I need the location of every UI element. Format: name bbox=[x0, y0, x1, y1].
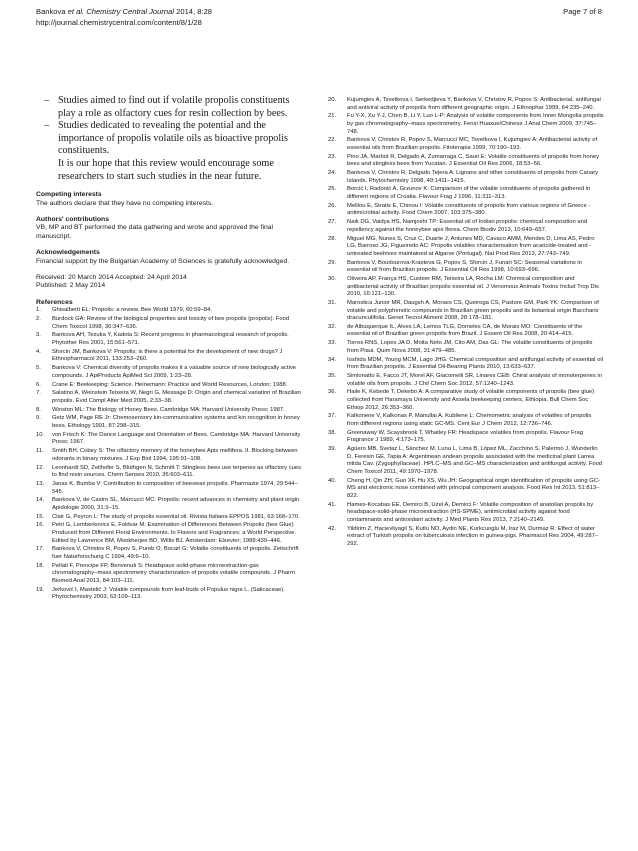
reference-item bbox=[36, 349, 304, 364]
reference-number: 27. bbox=[328, 219, 337, 226]
reference-number: 17. bbox=[36, 546, 45, 553]
reference-text: Ioshida MDM, Young MCM, Lago JHG: Chemical composition and antifungal activity of essential oil from Brazilian propolis. J Essential Oil-Bearing Plants 2010, 13:633–637. bbox=[347, 356, 603, 371]
reference-text: Salatino A, Weinstein Teixeira W, Negri G, Message D: Origin and chemical variation of Brazilian propolis. Evid Compl Alter Med 2005, 2:33–38. bbox=[52, 390, 301, 404]
reference-item bbox=[328, 413, 604, 428]
conclusion-bullet: – Studies aimed to find out if volatile propolis constituents play a role as olfactory cues for resin collection by bees. bbox=[58, 95, 304, 120]
reference-item bbox=[328, 186, 604, 201]
reference-number: 3. bbox=[36, 332, 41, 339]
reference-text: Torres RNS, Lopes JA D, Moita Neto JM, Cito AM, Das GL: The volatile constituents of propolis from Piaui. Quim Nova 2008, 31:479–485. bbox=[347, 340, 593, 354]
reference-item bbox=[36, 587, 304, 602]
reference-item bbox=[328, 219, 604, 234]
reference-item bbox=[328, 97, 604, 112]
reference-text: Oliveira AP, França HS, Custeer RM, Teixeira LA, Rocha LM: Chemical composition and antibacterial activity of Brazilian propolis essential oil. J Venomous Animals Toxins Includ Trop Dis 2010, 16:121–130. bbox=[347, 275, 599, 298]
reference-number: 28. bbox=[328, 235, 337, 242]
reference-item bbox=[328, 340, 604, 355]
reference-item bbox=[36, 522, 304, 545]
reference-text: Clair G, Peyron L: The study of propolis essential oil. Rivista Italiana EPPOS 1981, 63:168–170. bbox=[52, 513, 300, 520]
received-accepted: Received: 20 March 2014 Accepted: 24 April 2014 bbox=[36, 274, 187, 281]
reference-item bbox=[36, 481, 304, 496]
reference-item bbox=[36, 546, 304, 561]
reference-number: 33. bbox=[328, 340, 337, 347]
reference-text: Bankova V, Christov R, Delgado Tejera A: Lignans and other constituents of propolis from Canary Islands. Phytochemistry 1998, 49:1411–1415. bbox=[347, 170, 599, 184]
reference-text: Bankova AH, Tezuka Y, Kadota S: Recent progress in pharmacological research of propolis. Phytother Res 2001, 15:561–571. bbox=[52, 332, 289, 346]
reference-text: Getz WM, Page RE Jr: Chemosensory kin-communication systems and kin recognition in honey bees. Ethology 1991, 87:298–315. bbox=[52, 415, 300, 430]
reference-number: 37. bbox=[328, 413, 337, 420]
reference-text: Leonhardt SD, Zeilhofer S, Blüthgen N, Schmitt T: Stingless bees use terpenes as olfactory cues to find resin sources. Chem Senses 2010, 35:603–611. bbox=[52, 464, 302, 479]
reference-text: Bankova V, Boudourova-Krasteva G, Popov S, Sforcin J, Funari SC: Seasonal variations in essential oil from Brazilian propolis. J Essential Oil Res 1998, 10:693–696. bbox=[347, 259, 582, 274]
reference-number: 36. bbox=[328, 389, 337, 396]
citation-volume: 2014, 8:28 bbox=[174, 7, 213, 16]
reference-number: 31. bbox=[328, 299, 337, 306]
reference-text: Miguel MG, Nunes S, Cruz C, Duarte J, Antunes MD, Cavaco AMM, Mendes D, Lima AS, Pedro LG, Barroso JG, Figueiredo AC: Propolis volatiles characterisation from acaricide-treated and -untreated beehives maintained at Algarve (Portugal). Nat Prod Res 2013, 27:743–749. bbox=[347, 235, 595, 257]
reference-text: Winston ML: The Biology of Honey Bees. Cambridge MA: Harvard University Press; 1987. bbox=[52, 406, 285, 413]
acknowledgements-title: Acknowledgements bbox=[36, 249, 100, 257]
reference-number: 4. bbox=[36, 348, 41, 355]
reference-number: 23. bbox=[328, 153, 337, 160]
citation-journal: et al. Chemistry Central Journal bbox=[67, 7, 175, 16]
reference-item bbox=[328, 373, 604, 388]
page-number: Page 7 of 8 bbox=[563, 7, 602, 16]
citation-authors: Bankova bbox=[36, 7, 68, 16]
reference-text: Pellati F, Prencipe FP, Benvenuti S: Headspace solid-phase microextraction-gas chromatography–mass spectrometry characterization of propolis volatile compounds. J Pharm Biomed Anal 2013, 84:103–111. bbox=[52, 562, 295, 584]
reference-number: 22. bbox=[328, 137, 337, 144]
reference-item bbox=[36, 432, 304, 447]
reference-text: Marostica Junior MR, Daugsh A, Moraes CS, Queiroga CS, Pastore GM, Park YK: Comparison of volatile and polyphenolic compounds in Brazilian green propolis and its botanical origin Baccharis dracunculifolia. Genet Tecnol Aliment 2008, 28:178–181. bbox=[347, 299, 599, 322]
acknowledgements-text: Financial support by the Bulgarian Academy of Sciences is gratefully acknowledged. bbox=[36, 257, 290, 265]
reference-number: 21. bbox=[328, 113, 337, 120]
reference-text: Naik DG, Vaidya HS, Namjoshi TP: Essential oil of Indian propolis: chemical composition and repellency against the honeybee apis florea. Chem Biodiv 2013, 10:649–657. bbox=[347, 219, 588, 233]
reference-number: 20. bbox=[328, 97, 337, 103]
reference-text: Simionatto E, Facco JT, Morel AF, Giacomelli SR, Linares CEB: Chiral analysis of monoterpenes in volatile oils from propolis. J Chil Chem Soc 2012, 57:1240–1243. bbox=[347, 373, 602, 387]
reference-text: Ghisalberti EL: Propolis: a review. Bee World 1979, 60:59–84. bbox=[52, 307, 213, 314]
reference-text: Sforcin JM, Bankova V: Propolis: is there a potential for the development of new drugs? J Ethnopharmacol 2011, 133:253–260. bbox=[52, 348, 283, 363]
reference-number: 5. bbox=[36, 365, 41, 372]
reference-item bbox=[36, 332, 304, 347]
reference-item bbox=[328, 170, 604, 185]
references-title: References bbox=[36, 298, 73, 306]
contributions-title: Authors' contributions bbox=[36, 215, 109, 223]
reference-number: 26. bbox=[328, 202, 337, 209]
reference-item bbox=[328, 137, 604, 152]
reference-number: 41. bbox=[328, 501, 337, 508]
references-list-left bbox=[36, 307, 304, 602]
reference-item bbox=[328, 502, 604, 525]
reference-text: Bankova V, de Castro SL, Marcucci MC: Propolis: recent advances in chemistry and plant origin. Apidologie 2000, 31:3–15. bbox=[52, 497, 301, 511]
reference-text: Petri G, Lemberkovics E, Foldvar M: Examination of Differences Between Propolis (bee Glue) Produced from Different Floral Environments. In Flavors and Fragrances: a World Perspective. Edited by Lawrence BM, Mookherjee BD, Willis BJ. Amsterdam: Elsevier; 1988:439–446. bbox=[52, 522, 297, 544]
page-header-citation bbox=[36, 7, 212, 28]
reference-number: 42. bbox=[328, 525, 337, 532]
reference-text: Bankova V, Christov R, Popov S, Marcucci MC, Tsvetkova I, Kujumgiev A: Antibacterial activity of essential oils from Brazilian propolis. Fitoterapia 1999, 70:190–193. bbox=[347, 137, 598, 151]
reference-item bbox=[36, 497, 304, 512]
reference-text: Kujumgiev A, Tsvetkova I, Serkedjieva Y, Bankova V, Christov R, Popov S: Antibacterial, antifungal and antiviral activity of propolis from different geographic origin. J Ethnophar 1999, 64:235–240. bbox=[347, 97, 601, 111]
reference-text: Kalkonene V, Kalkonas P, Manullai A, Kubliene L: Chemometric analysis of volatiles of propolis from different regions using static GC-MS. Cent Eur J Chem 2012, 12:736–746. bbox=[347, 413, 592, 427]
reference-text: von Frisch K: The Dance Language and Orientation of Bees. Cambridge MA: Harvard University Press; 1967. bbox=[52, 431, 301, 446]
reference-item bbox=[36, 407, 304, 415]
reference-number: 30. bbox=[328, 275, 337, 282]
reference-text: Jerković I, Mastelić J: Volatile compounds from leaf-buds of Populus nigra L. (Salicaceae). Phytochemistry 2003, 63:109–113. bbox=[52, 586, 285, 601]
reference-number: 10. bbox=[36, 431, 45, 438]
competing-interests-text: The authors declare that they have no competing interests. bbox=[36, 199, 214, 207]
reference-number: 38. bbox=[328, 429, 337, 436]
reference-text: Bankova V: Chemical diversity of propolis makes it a valuable source of new biologically active compounds. J ApiProducts ApiMed Sci 2009, 1:23–28. bbox=[52, 365, 297, 379]
reference-item bbox=[36, 514, 304, 522]
reference-item bbox=[328, 478, 604, 501]
reference-item bbox=[36, 465, 304, 480]
reference-text: Yildirim Z, Hacievliyagil S, Kutlu NO, Aydin NE, Kurkcuoglu M, Iraz M, Durmaz R: Effect of water extract of Turkish propolis on tuberculosis infection in guinea-pigs. Pharmacol Res 2004, 49:287–292. bbox=[347, 525, 599, 547]
reference-number: 34. bbox=[328, 356, 337, 363]
reference-number: 14. bbox=[36, 497, 45, 504]
reference-number: 6. bbox=[36, 381, 41, 388]
reference-item bbox=[36, 316, 304, 331]
published-date: Published: 2 May 2014 bbox=[36, 282, 106, 290]
reference-item bbox=[328, 113, 604, 136]
reference-number: 19. bbox=[36, 586, 45, 593]
reference-number: 15. bbox=[36, 513, 45, 520]
reference-text: Pino JA, Marbot R, Delgado A, Zumarraga C, Sauri E: Volatile constituents of propolis from honey bees and stingless bees from Yucatan. J Essential Oil Res 2006, 18:53–56. bbox=[347, 153, 600, 168]
reference-number: 29. bbox=[328, 259, 337, 266]
article-dates bbox=[36, 274, 304, 291]
reference-text: Janas K, Bumba V: Contribution to composition of beeswax propolis. Pharmazie 1974, 29:544–545. bbox=[52, 480, 298, 495]
right-column bbox=[328, 97, 604, 550]
reference-number: 18. bbox=[36, 562, 45, 569]
reference-number: 32. bbox=[328, 323, 337, 330]
reference-number: 11. bbox=[36, 448, 44, 455]
reference-item bbox=[328, 357, 604, 372]
reference-text: Fu Y-X, Xu Y-J, Chen B, Li Y, Luo L-P: Analysis of volatile components from Inner Mongolia propolis by gas chromatography–mass spectrometry. Fenxi Huaxue/Chinese J Anal Chem 2009, 37:745–748. bbox=[347, 113, 604, 135]
reference-item bbox=[36, 365, 304, 380]
conclusion-bullets bbox=[58, 95, 304, 158]
conclusion-bullet: – Studies dedicated to revealing the potential and the importance of propolis volatile oils as bioactive propolis constituents. bbox=[58, 120, 304, 158]
reference-item bbox=[36, 390, 304, 405]
reference-item bbox=[328, 446, 604, 476]
reference-item bbox=[328, 236, 604, 259]
competing-interests-title: Competing interests bbox=[36, 191, 102, 199]
reference-text: Greenaway W, Scaysbrook T, Whatley FR: Headspace volatiles from propolis. Flavour Frag Fragrance J 1989, 4:173–175. bbox=[347, 429, 584, 444]
reference-item bbox=[36, 448, 304, 463]
reference-number: 8. bbox=[36, 406, 41, 413]
reference-text: Burdock GA: Review of the biological properties and toxicity of bee propolis (propolis). Food Chem Toxicol 1998, 36:347–636. bbox=[52, 316, 290, 330]
reference-item bbox=[36, 307, 304, 315]
reference-number: 35. bbox=[328, 373, 337, 379]
reference-item bbox=[36, 563, 304, 586]
reference-text: Smith BH, Cobey S: The olfactory memory of the honeybee Apis mellifera. II. Blocking between odorants in binary mixtures. J Exp Biol 1994, 195:91–108. bbox=[52, 448, 298, 462]
contributions-text: VB, MP and BT performed the data gathering and wrote and approved the final manuscript. bbox=[36, 224, 274, 240]
reference-number: 24. bbox=[328, 170, 337, 177]
reference-item bbox=[328, 154, 604, 169]
reference-number: 7. bbox=[36, 390, 41, 397]
reference-item bbox=[36, 415, 304, 430]
reference-item bbox=[36, 382, 304, 390]
reference-text: Bankova V, Christov R, Popov S, Pureb O, Bocari G: Volatile constituents of propolis. Zeitschrift fuer Naturforschung C 1994, 49:6–10. bbox=[52, 546, 299, 561]
reference-text: Crane E: Beekeeping: Science. Heinemann: Practice and World Resources, London; 1988. bbox=[52, 381, 288, 388]
reference-text: de Albuquerque IL, Alves LA, Lemos TLG, Dorneles CA, de Morais MO: Constituents of the essential oil of Brazilian green propolis from Brazil. J Essent Oil Res 2008, 20:414–415. bbox=[347, 323, 583, 338]
reference-text: Borcić I, Radonić A, Grzunov K: Comparison of the volatile constituents of propolis gathered in different regions of Croatia. Flavour Frag J 1996, 11:311–313. bbox=[347, 186, 591, 201]
reference-number: 12. bbox=[36, 464, 45, 471]
reference-number: 16. bbox=[36, 522, 45, 529]
reference-text: Agüero MB, Svetaz L, Sánchez M, Luna L, Lima B, López ML, Zacchino S, Palermo J, Wunderlin D, Feresin GE, Tapia A: Argentinean andean propolis associated with the medicinal plant Larrea nitida Cav. (Zygophyllaceae). HPLC–MS and GC–MS characterization and antifungal activity. Food Chem Toxicol 2011, 49:1970–1978. bbox=[347, 446, 603, 475]
conclusion-closing: It is our hope that this review would encourage some researchers to start such studies in the near future. bbox=[58, 157, 274, 182]
reference-item bbox=[328, 203, 604, 218]
reference-number: 9. bbox=[36, 415, 41, 422]
reference-number: 13. bbox=[36, 480, 45, 487]
citation-line bbox=[36, 7, 212, 18]
reference-item bbox=[328, 300, 604, 323]
reference-item bbox=[328, 260, 604, 275]
reference-text: Cheng H, Qin ZH, Guo XF, Hu XS, Wu JH: Geographical origin identification of propolis using GC-MS and electronic nose combined with principal component analysis. Food Res Int 2013, 51:813–822. bbox=[347, 477, 600, 499]
reference-text: Hames-Kocabas EE, Demirci B, Uzel A, Demirci F: Volatile composition of anatolian propolis by headspace-solid-phase microextraction (HS-SPME), antimicrobial activity against food contaminants and antioxidant activity. J Med Plants Res 2013, 7:2140–2149. bbox=[347, 501, 594, 523]
left-column bbox=[36, 95, 304, 603]
reference-text: Melliou E, Stratis E, Chinou I: Volatile constituents of propolis from various regions of Greece - antimicrobial activity. Food Chem 2007, 103:375–380. bbox=[347, 202, 591, 217]
reference-number: 25. bbox=[328, 186, 337, 193]
reference-item bbox=[328, 430, 604, 445]
reference-item bbox=[328, 389, 604, 412]
reference-number: 1. bbox=[36, 307, 41, 314]
reference-number: 40. bbox=[328, 477, 337, 484]
reference-item bbox=[328, 324, 604, 339]
article-url[interactable]: http://journal.chemistrycentral.com/content/8/1/28 bbox=[36, 17, 202, 27]
reference-number: 39. bbox=[328, 446, 337, 453]
reference-item bbox=[328, 526, 604, 549]
reference-number: 2. bbox=[36, 316, 41, 322]
reference-item bbox=[328, 276, 604, 299]
references-list-right bbox=[328, 97, 604, 548]
reference-text: Haile K, Kebede T, Dekebo A: A comparative study of volatile components of propolis (bee glue) collected from Haramaya University and Assela beekeeping centers, Ethiopia. Bull Chem Soc Ethiop 2012, 26:353–360. bbox=[347, 389, 595, 411]
